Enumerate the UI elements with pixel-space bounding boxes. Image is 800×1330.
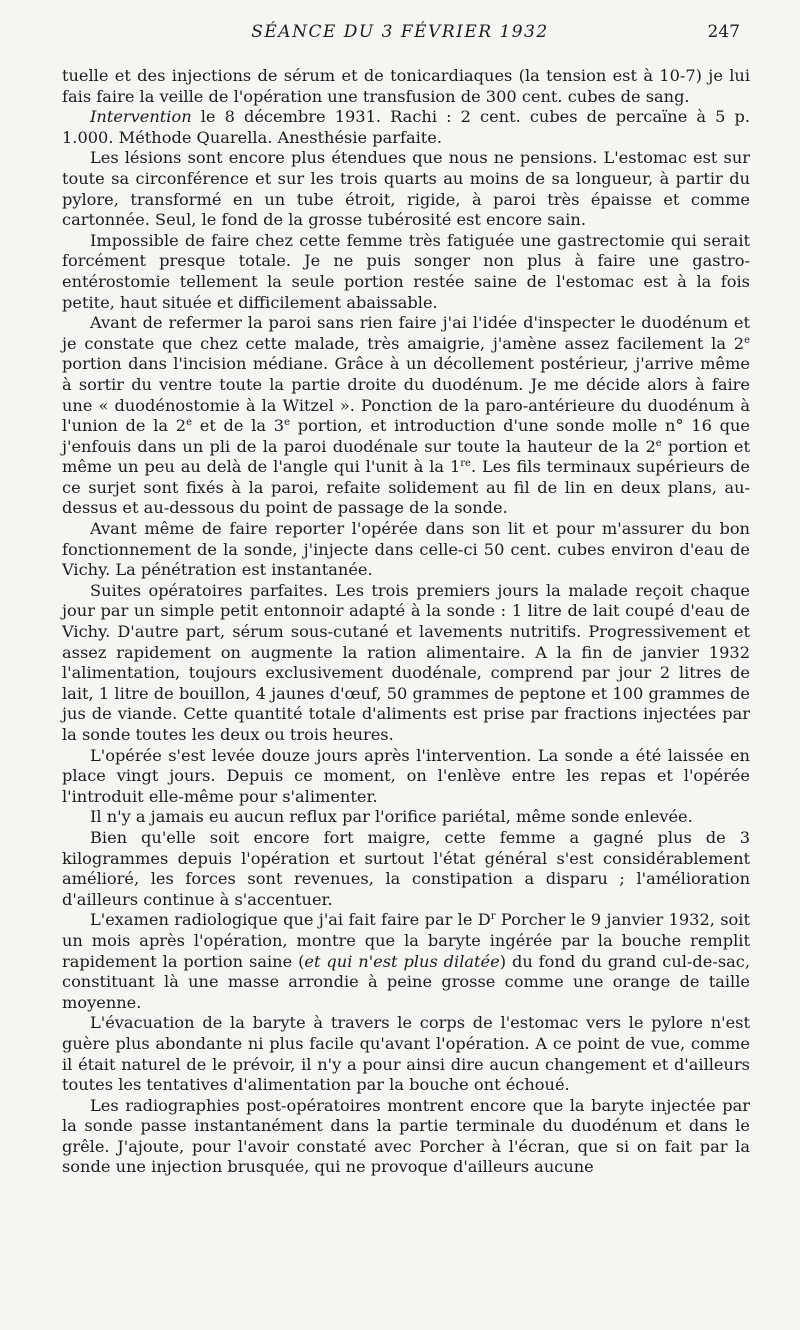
paragraph-radiographs: Les radiographies post-opératoires montrent encore que la baryte injectée par la sonde passe instantanément dans la partie terminale du duodénum et dans le grêle. J'ajoute, pour l'avoir constaté avec Porcher à l'écran, que si on fait par la sonde une injection brusquée, qui ne provoque d'ailleurs aucune	[62, 1095, 750, 1177]
paragraph-recovery: L'opérée s'est levée douze jours après l'intervention. La sonde a été laissée en place vingt jours. Depuis ce moment, on l'enlève entre les repas et l'opérée l'introduit elle-même pour s'alimenter.	[62, 745, 750, 806]
paragraph-continuation: tuelle et des injections de sérum et de tonicardiaques (la tension est à 10-7) je lui fais faire la veille de l'opération une transfusion de 300 cent. cubes de sang.	[62, 66, 750, 106]
page-number: 247	[707, 22, 740, 42]
paragraph-reflux: Il n'y a jamais eu aucun reflux par l'orifice pariétal, même sonde enlevée.	[90, 807, 693, 827]
page-header	[60, 20, 740, 48]
body-text	[62, 66, 750, 1178]
paragraph-lesions: Les lésions sont encore plus étendues que nous ne pensions. L'estomac est sur toute sa circonférence et sur les trois quarts au moins de sa longueur, à partir du pylore, transformé en un tube étroit, rigide, à paroi très épaisse et comme cartonnée. Seul, le fond de la grosse tubérosité est encore sain.	[62, 148, 750, 230]
paragraph-weight: Bien qu'elle soit encore fort maigre, cette femme a gagné plus de 3 kilogrammes depuis l'opération et surtout l'état général s'est considérablement amélioré, les forces sont revenues, la constipation a disparu ; l'amélioration d'ailleurs continue à s'accentuer.	[62, 827, 750, 909]
paragraph-duodenostomy: Avant de refermer la paroi sans rien faire j'ai l'idée d'inspecter le duodénum et je constate que chez cette malade, très amaigrie, j'amène assez facilement la 2e portion dans l'incision médiane. Grâce à un décollement postérieur, j'arrive même à sortir du ventre toute la partie droite du duodénum. Je me décide alors à faire une « duodénostomie à la Witzel ». Ponction de la paro-antérieure du duodénum à l'union de la 2e et de la 3e portion, et introduction d'une sonde molle n° 16 que j'enfouis dans un pli de la paroi duodénale sur toute la hauteur de la 2e portion et même un peu au delà de l'angle qui l'unit à la 1re. Les fils terminaux supérieurs de ce surjet sont fixés à la paroi, refaite solidement au fil de lin en deux plans, au-dessus et au-dessous du point de passage de la sonde.	[62, 313, 750, 518]
paragraph-radiology: L'examen radiologique que j'ai fait faire par le $D^r$ Porcher le 9 janvier 1932, soit un mois après l'opération, montre que la baryte ingérée par la bouche remplit rapidement la portion saine (et qui n'est plus dilatée) du fond du grand cul-de-sac, constituant là une masse arrondie à peine grosse comme une orange de taille moyenne.	[62, 910, 751, 1012]
intervention-lead: Intervention	[90, 107, 192, 127]
paragraph-intervention: Intervention le 8 décembre 1931. Rachi : 2 cent. cubes de percaïne à 5 p. 1.000. Méthode Quarella. Anesthésie parfaite.	[62, 107, 750, 147]
paragraph-gastrectomy: Impossible de faire chez cette femme très fatiguée une gastrectomie qui serait forcément presque totale. Je ne puis songer non plus à faire une gastro-entérostomie tellement la seule portion restée saine de l'estomac est à la fois petite, haut située et difficilement abaissable.	[62, 230, 750, 312]
paragraph-vichy-test: Avant même de faire reporter l'opérée dans son lit et pour m'assurer du bon fonctionnement de la sonde, j'injecte dans celle-ci 50 cent. cubes environ d'eau de Vichy. La pénétration est instantanée.	[62, 519, 750, 580]
paragraph-evacuation: L'évacuation de la baryte à travers le corps de l'estomac vers le pylore n'est guère plus abondante ni plus facile qu'avant l'opération. A ce point de vue, comme il était naturel de le prévoir, il n'y a pour ainsi dire aucun changement et d'ailleurs toutes les tentatives d'alimentation par la bouche ont échoué.	[62, 1013, 750, 1095]
running-head: SÉANCE DU 3 FÉVRIER 1932	[251, 22, 549, 42]
paragraph-postop: Suites opératoires parfaites. Les trois premiers jours la malade reçoit chaque jour par un simple petit entonnoir adapté à la sonde : 1 litre de lait coupé d'eau de Vichy. D'autre part, sérum sous-cutané et lavements nutritifs. Progressivement et assez rapidement on augmente la ration alimentaire. A la fin de janvier 1932 l'alimentation, toujours exclusivement duodénale, comprend par jour 2 litres de lait, 1 litre de bouillon, 4 jaunes d'œuf, 50 grammes de peptone et 100 grammes de jus de viande. Cette quantité totale d'aliments est prise par fractions injectées par la sonde toutes les deux ou trois heures.	[62, 580, 750, 744]
